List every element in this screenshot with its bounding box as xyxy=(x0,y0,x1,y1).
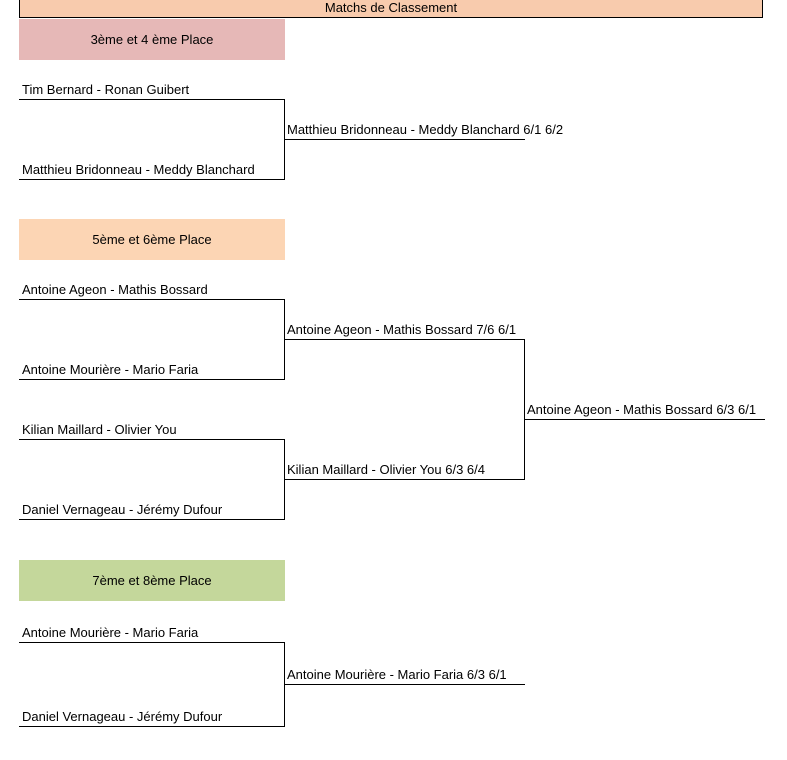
team-label: Tim Bernard - Ronan Guibert xyxy=(22,82,190,97)
bracket-line xyxy=(19,726,285,727)
team-label: Antoine Mourière - Mario Faria xyxy=(22,625,199,640)
bracket-line xyxy=(285,684,525,685)
team-label: Matthieu Bridonneau - Meddy Blanchard xyxy=(22,162,255,177)
bracket-line xyxy=(19,299,285,300)
section-header-7th-8th: 7ème et 8ème Place xyxy=(19,560,285,601)
bracket-line xyxy=(19,642,285,643)
team-label: Daniel Vernageau - Jérémy Dufour xyxy=(22,502,223,517)
team-label: Antoine Ageon - Mathis Bossard xyxy=(22,282,208,297)
page-title: Matchs de Classement xyxy=(19,0,763,18)
bracket-line xyxy=(19,99,285,100)
winner-label: Kilian Maillard - Olivier You 6/3 6/4 xyxy=(287,462,485,477)
section-header-5th-6th: 5ème et 6ème Place xyxy=(19,219,285,260)
bracket-line xyxy=(19,179,285,180)
section-header-3rd-4th: 3ème et 4 ème Place xyxy=(19,19,285,60)
final-winner-label: Antoine Ageon - Mathis Bossard 6/3 6/1 xyxy=(527,402,757,417)
bracket-line xyxy=(285,479,525,480)
bracket-line xyxy=(19,379,285,380)
bracket-line xyxy=(285,139,525,140)
bracket-line xyxy=(525,419,765,420)
team-label: Kilian Maillard - Olivier You xyxy=(22,422,177,437)
bracket-line xyxy=(285,339,525,340)
winner-label: Antoine Ageon - Mathis Bossard 7/6 6/1 xyxy=(287,322,517,337)
team-label: Antoine Mourière - Mario Faria xyxy=(22,362,199,377)
bracket-line xyxy=(524,339,525,480)
bracket-line xyxy=(19,519,285,520)
team-label: Daniel Vernageau - Jérémy Dufour xyxy=(22,709,223,724)
winner-label: Matthieu Bridonneau - Meddy Blanchard 6/1 6/2 xyxy=(287,122,564,137)
winner-label: Antoine Mourière - Mario Faria 6/3 6/1 xyxy=(287,667,507,682)
bracket-line xyxy=(19,439,285,440)
